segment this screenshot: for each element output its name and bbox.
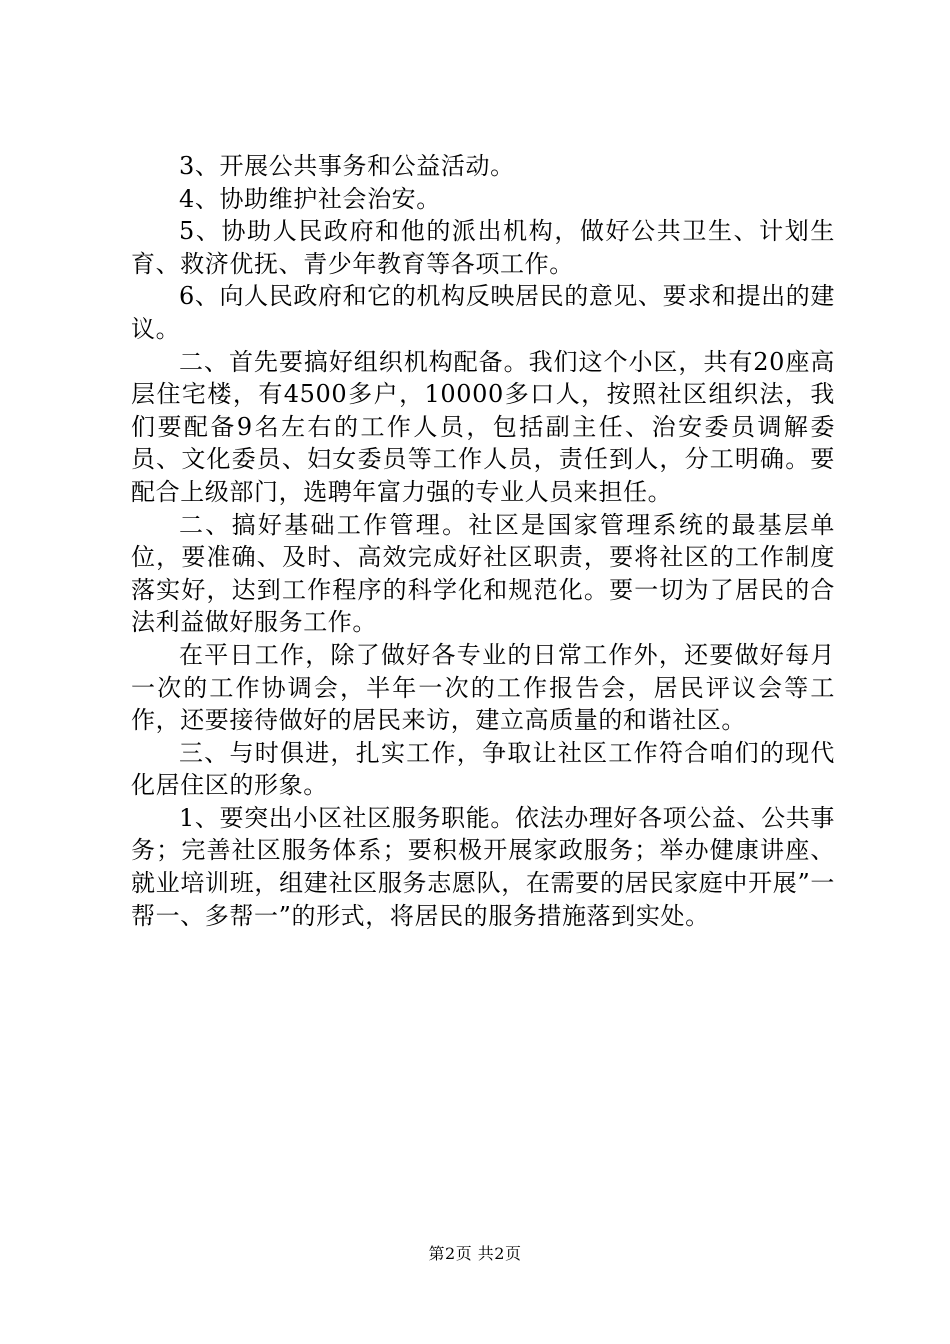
paragraph-item-4: 4、协助维护社会治安。 bbox=[179, 184, 441, 213]
paragraph-service-function: 1、要突出小区社区服务职能。依法办理好各项公益、公共事务；完善社区服务体系；要积极开展家政服务；举办健康讲座、就业培训班，组建社区服务志愿队，在需要的居民家庭中开展”一帮一、多帮一”的形式，将居民的服务措施落到实处。 bbox=[131, 803, 835, 930]
paragraph-basic-management: 二、搞好基础工作管理。社区是国家管理系统的最基层单位，要准确、及时、高效完成好社区职责，要将社区的工作制度落实好，达到工作程序的科学化和规范化。要一切为了居民的合法利益做好服务工作。 bbox=[131, 510, 835, 637]
paragraph-item-5: 5、协助人民政府和他的派出机构，做好公共卫生、计划生育、救济优抚、青少年教育等各项工作。 bbox=[131, 217, 835, 278]
paragraph-item-6: 6、向人民政府和它的机构反映居民的意见、要求和提出的建议。 bbox=[131, 282, 835, 343]
document-body bbox=[131, 150, 835, 932]
paragraph-item-3: 3、开展公共事务和公益活动。 bbox=[179, 152, 515, 180]
paragraph-keep-pace: 三、与时俱进，扎实工作，争取让社区工作符合咱们的现代化居住区的形象。 bbox=[131, 738, 835, 800]
page-footer: 第2页 共2页 bbox=[428, 1244, 522, 1263]
paragraph-organization: 二、首先要搞好组织机构配备。我们这个小区，共有20座高层住宅楼，有4500多户，10000多口人，按照社区组织法，我们要配备9名左右的工作人员，包括副主任、治安委员调解委员、文化委员、妇女委员等工作人员，责任到人，分工明确。要配合上级部门，选聘年富力强的专业人员来担任。 bbox=[131, 347, 835, 506]
paragraph-daily-work: 在平日工作，除了做好各专业的日常工作外，还要做好每月一次的工作协调会，半年一次的工作报告会，居民评议会等工作，还要接待做好的居民来访，建立高质量的和谐社区。 bbox=[131, 640, 835, 735]
